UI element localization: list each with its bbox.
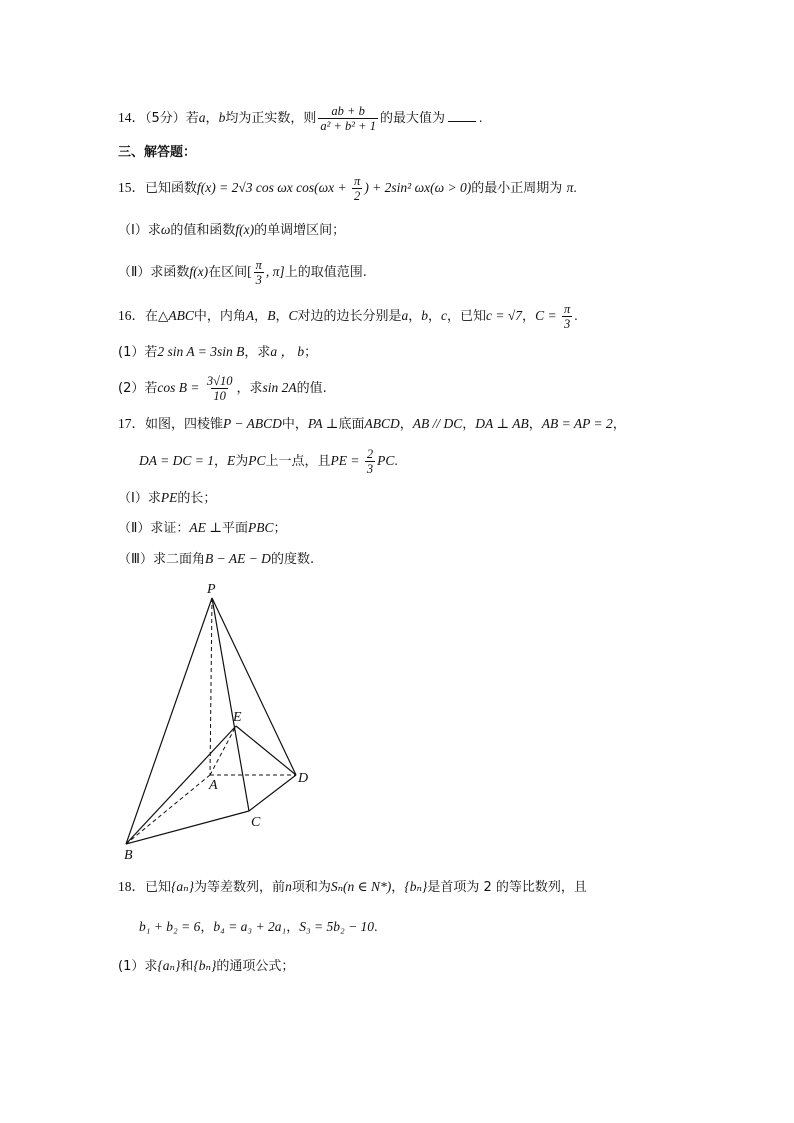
q16-part2: (2）若cos B = $\frac{3√10}{10}$ ，求sin 2A的值. xyxy=(118,374,327,403)
q14-score: （5分） xyxy=(145,111,186,126)
q16-part1: (1）若2 sin A = 3sin B，求a ， b； xyxy=(118,344,318,360)
q15-part1: （Ⅰ）求ω的值和函数f(x)的单调增区间； xyxy=(118,222,346,238)
pyramid-figure xyxy=(110,578,330,868)
edge-PA xyxy=(210,598,212,775)
q14-number: 14． xyxy=(118,110,145,125)
q17-part3: （Ⅲ）求二面角B − AE − D的度数. xyxy=(118,551,315,567)
q18-part1: (1）求{aₙ}和{bₙ}的通项公式； xyxy=(118,958,295,974)
edge-CD xyxy=(249,775,296,811)
edge-ED xyxy=(236,726,296,775)
label-A: A xyxy=(209,778,218,793)
q18-line2: b₁ + b₂ = 6，b₄ = a₃ + 2a₁，S₃ = 5b₂ − 10. xyxy=(139,919,378,935)
q17-part2: （Ⅱ）求证：AE ⊥平面PBC； xyxy=(118,520,287,536)
label-B: B xyxy=(124,848,133,863)
q15-line: 15．已知函数f(x) = 2√3 cos ωx cos(ωx + $\frac{\pi}{2}$ ) + 2sin² ωx(ω > 0)的最小正周期为 π. xyxy=(118,174,577,203)
label-C: C xyxy=(251,815,261,830)
label-P: P xyxy=(207,582,216,597)
answer-blank[interactable] xyxy=(448,109,476,122)
q15-part2: （Ⅱ）求函数f(x)在区间[ $\frac{\pi}{3}$ , π]上的取值范围. xyxy=(118,258,367,287)
section-title: 三、解答题： xyxy=(118,145,197,160)
label-E: E xyxy=(233,710,242,725)
edge-PB xyxy=(126,598,212,844)
q17-line1: 17．如图，四棱锥P − ABCD中，PA ⊥底面ABCD，AB // DC，DA ⊥ AB，AB = AP = 2， xyxy=(118,416,626,432)
q17-line2: DA = DC = 1，E为PC上一点，且PE = $\frac{2}{3}$ PC. xyxy=(139,447,398,476)
q14-fraction: $\frac{ab + b}{\text{a² + b² + 1}}$ xyxy=(320,104,376,133)
q16-line: 16．在△ABC中，内角A，B，C对边的边长分别是a，b，c，已知c = √7，C = $\frac{\pi}{3}$ . xyxy=(118,302,578,331)
q14-line: 14．（5分）若a，b均为正实数，则 $\frac{ab + b}{\text{a² + b² + 1}}$ 的最大值为 . xyxy=(118,104,483,133)
label-D: D xyxy=(298,771,309,786)
q18-line1: 18．已知{aₙ}为等差数列，前n项和为Sₙ(n ∈ N*)，{bₙ}是首项为 2 的等比数列，且 xyxy=(118,879,587,895)
edge-BE xyxy=(126,726,236,844)
edge-BC xyxy=(126,811,249,844)
q17-part1: （Ⅰ）求PE的长； xyxy=(118,490,217,506)
